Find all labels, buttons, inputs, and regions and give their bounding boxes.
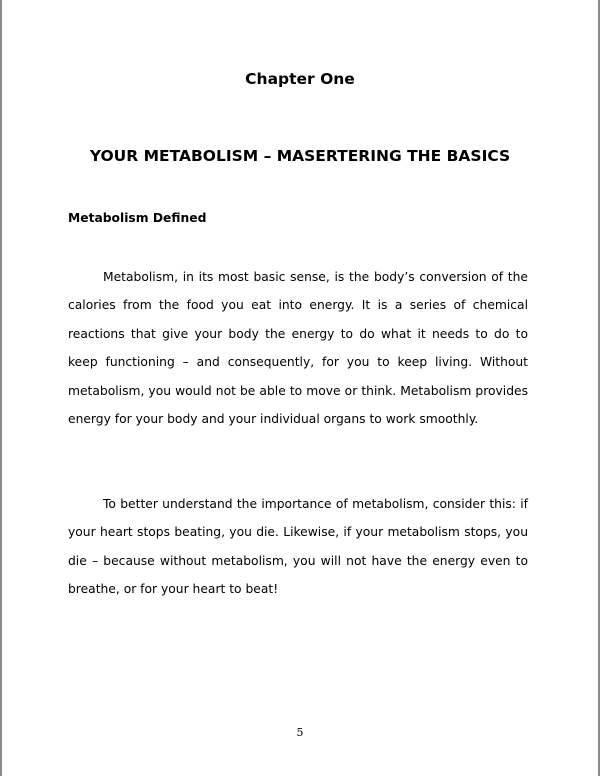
section-heading: Metabolism Defined <box>68 211 207 225</box>
page-left-border <box>0 0 2 776</box>
page-number: 5 <box>296 726 304 739</box>
paragraph-1: Metabolism, in its most basic sense, is the body’s conversion of the calories from the food you eat into energy. It is a series of chemical reactions that give your body the energy to do what it needs to do to keep functioning – and consequently, for you to keep living. Without metabolism, you would not be able to move or think. Metabolism provides energy for your body and your individual organs to work smoothly. <box>68 270 528 427</box>
paragraph-2: To better understand the importance of metabolism, consider this: if your heart stops beating, you die. Likewise, if your metabolism stops, you die – because without metabolism, you will not have the energy even to breathe, or for your heart to beat! <box>68 497 528 597</box>
chapter-title: YOUR METABOLISM – MASERTERING THE BASICS <box>89 147 511 165</box>
chapter-label: Chapter One <box>245 70 355 88</box>
